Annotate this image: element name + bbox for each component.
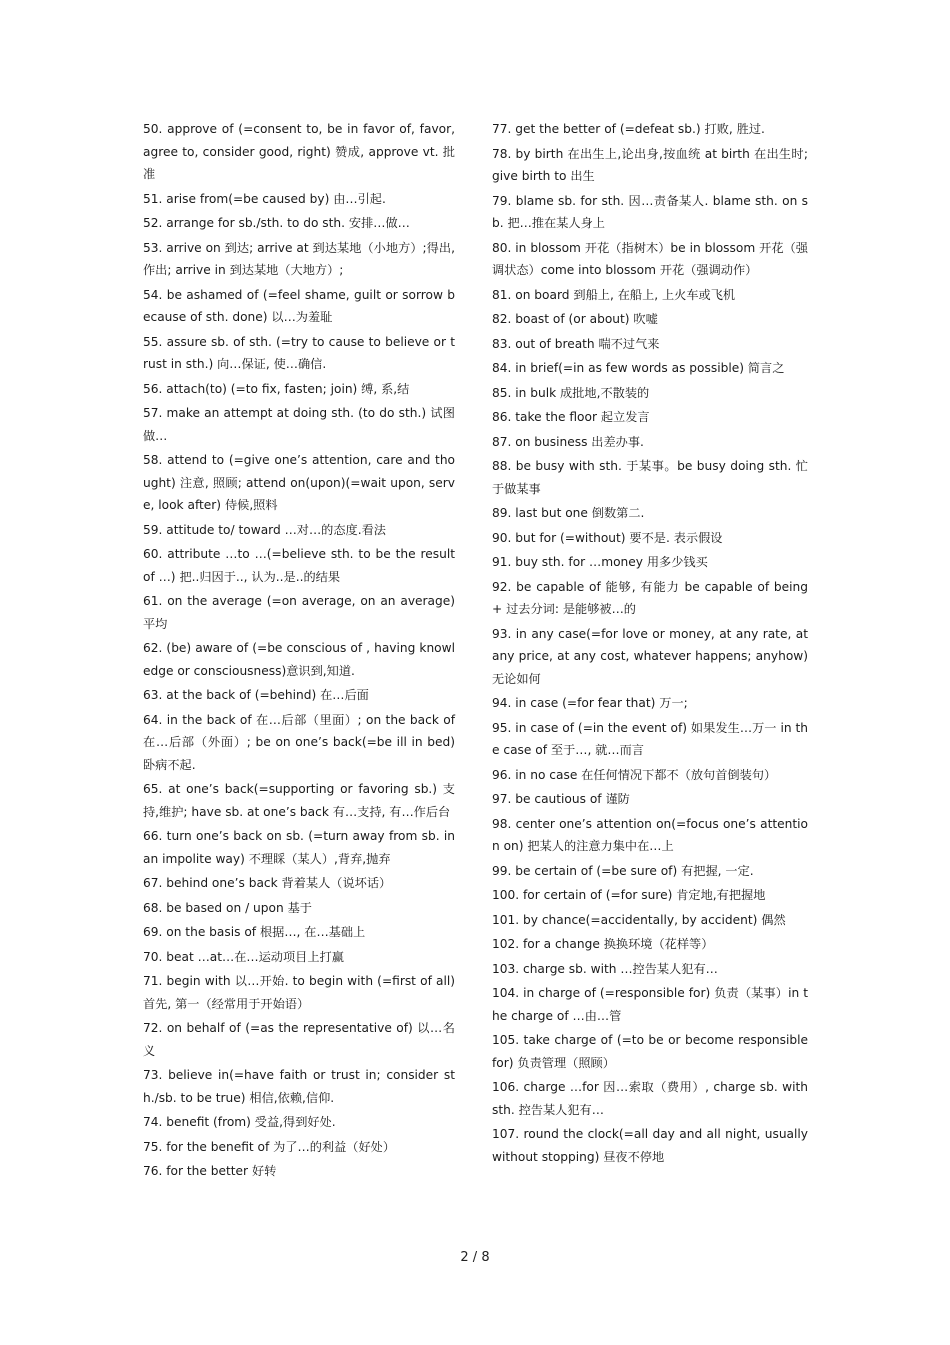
vocab-entry: 68. be based on / upon 基于	[143, 900, 312, 915]
vocab-entry: 51. arise from(=be caused by) 由…引起.	[143, 191, 386, 206]
vocab-entry: 62. (be) aware of (=be conscious of , having knowledge or consciousness)意识到,知道.	[143, 641, 455, 678]
page-number: 2 / 8	[460, 1250, 490, 1265]
vocab-entry: 52. arrange for sb./sth. to do sth. 安排…做…	[143, 216, 410, 230]
vocab-entry: 93. in any case(=for love or money, at any rate, at any price, at any cost, whatever happens; anyhow) 无论如何	[492, 626, 808, 686]
vocab-entry: 91. buy sth. for …money 用多少钱买	[492, 555, 708, 569]
vocab-entry: 96. in no case 在任何情况下都不（放句首倒装句）	[492, 767, 777, 782]
vocab-entry: 64. in the back of 在…后部（里面）; on the back of 在…后部（外面）; be on one’s back(=be ill in bed) 卧病不起.	[143, 712, 455, 772]
vocab-entry: 107. round the clock(=all day and all night, usually without stopping) 昼夜不停地	[492, 1127, 808, 1164]
vocab-entry: 87. on business 出差办事.	[492, 434, 644, 449]
vocab-entry: 66. turn one’s back on sb. (=turn away from sb. in an impolite way) 不理睬（某人）,背弃,抛弃	[143, 829, 455, 866]
vocab-entry: 67. behind one’s back 背着某人（说坏话）	[143, 876, 392, 890]
vocab-entry: 97. be cautious of 谨防	[492, 792, 630, 806]
vocab-entry: 106. charge …for 因…索取（费用）, charge sb. with sth. 控告某人犯有…	[492, 1080, 808, 1117]
vocab-entry: 54. be ashamed of (=feel shame, guilt or sorrow because of sth. done) 以…为羞耻	[143, 287, 455, 324]
vocab-entry: 71. begin with 以…开始. to begin with (=first of all) 首先, 第一（经常用于开始语）	[143, 974, 455, 1011]
vocab-entry: 58. attend to (=give one’s attention, care and thought) 注意, 照顾; attend on(upon)(=wait upon, serve, look after) 侍候,照料	[143, 453, 455, 512]
vocab-entry: 84. in brief(=in as few words as possible) 简言之	[492, 361, 785, 375]
vocab-entry: 85. in bulk 成批地,不散装的	[492, 385, 650, 400]
vocab-entry: 72. on behalf of (=as the representative of) 以…名义	[143, 1021, 455, 1058]
vocab-entry: 94. in case (=for fear that) 万一;	[492, 696, 688, 710]
vocab-entry: 98. center one’s attention on(=focus one’s attention on) 把某人的注意力集中在…上	[492, 816, 808, 853]
vocab-entry: 76. for the better 好转	[143, 1164, 277, 1178]
vocab-entry: 79. blame sb. for sth. 因…责备某人. blame sth. on sb. 把…推在某人身上	[492, 193, 808, 230]
vocab-entry: 101. by chance(=accidentally, by accident) 偶然	[492, 912, 786, 927]
vocab-entry: 56. attach(to) (=to fix, fasten; join) 缚, 系,结	[143, 381, 410, 396]
vocab-entry: 53. arrive on 到达; arrive at 到达某地（小地方）;得出, 作出; arrive in 到达某地（大地方）;	[143, 240, 455, 277]
vocab-entry: 80. in blossom 开花（指树木）be in blossom 开花（强调状态）come into blossom 开花（强调动作）	[492, 240, 808, 277]
vocab-entry: 86. take the floor 起立发言	[492, 410, 650, 424]
left-column	[143, 118, 455, 1185]
vocab-entry: 95. in case of (=in the event of) 如果发生…万一 in the case of 至于…, 就…而言	[492, 720, 808, 757]
right-column	[492, 118, 808, 1170]
vocab-entry: 77. get the better of (=defeat sb.) 打败, 胜过.	[492, 122, 765, 136]
vocab-entry: 59. attitude to/ toward …对…的态度.看法	[143, 522, 386, 537]
vocab-entry: 105. take charge of (=to be or become responsible for) 负责管理（照顾）	[492, 1033, 808, 1070]
vocab-entry: 82. boast of (or about) 吹嘘	[492, 312, 658, 326]
vocab-entry: 81. on board 到船上, 在船上, 上火车或飞机	[492, 287, 736, 302]
vocab-entry: 89. last but one 倒数第二.	[492, 506, 645, 520]
vocab-entry: 73. believe in(=have faith or trust in; consider sth./sb. to be true) 相信,依赖,信仰.	[143, 1068, 455, 1105]
vocab-entry: 57. make an attempt at doing sth. (to do sth.) 试图做…	[143, 406, 455, 443]
vocab-entry: 99. be certain of (=be sure of) 有把握, 一定.	[492, 863, 754, 878]
vocab-entry: 50. approve of (=consent to, be in favor of, favor, agree to, consider good, right) 赞成, approve vt. 批准	[143, 122, 455, 181]
vocab-entry: 83. out of breath 喘不过气来	[492, 336, 660, 351]
vocab-entry: 90. but for (=without) 要不是. 表示假设	[492, 530, 723, 545]
vocab-entry: 88. be busy with sth. 于某事。be busy doing sth. 忙于做某事	[492, 459, 808, 496]
vocab-entry: 60. attribute …to …(=believe sth. to be the result of …) 把..归因于.., 认为..是..的结果	[143, 547, 455, 584]
vocab-entry: 69. on the basis of 根据…, 在…基础上	[143, 925, 366, 939]
vocab-entry: 70. beat …at…在…运动项目上打赢	[143, 949, 344, 964]
vocab-entry: 92. be capable of 能够, 有能力 be capable of being + 过去分词: 是能够被…的	[492, 579, 808, 616]
vocab-entry: 65. at one’s back(=supporting or favoring sb.) 支持,维护; have sb. at one’s back 有…支持, 有…作后台	[143, 782, 455, 819]
vocab-entry: 55. assure sb. of sth. (=try to cause to believe or trust in sth.) 向…保证, 使…确信.	[143, 334, 455, 371]
vocab-entry: 102. for a change 换换环境（花样等）	[492, 937, 714, 951]
vocab-entry: 100. for certain of (=for sure) 肯定地,有把握地	[492, 888, 766, 902]
vocab-entry: 78. by birth 在出生上,论出身,按血统 at birth 在出生时; give birth to 出生	[492, 146, 808, 183]
vocab-entry: 104. in charge of (=responsible for) 负责（某事）in the charge of …由…管	[492, 986, 808, 1023]
vocab-entry: 75. for the benefit of 为了…的利益（好处）	[143, 1139, 396, 1154]
vocab-entry: 74. benefit (from) 受益,得到好处.	[143, 1115, 336, 1129]
vocab-entry: 61. on the average (=on average, on an average)平均	[143, 594, 455, 631]
vocab-entry: 63. at the back of (=behind) 在…后面	[143, 688, 369, 702]
vocab-entry: 103. charge sb. with …控告某人犯有…	[492, 961, 718, 976]
